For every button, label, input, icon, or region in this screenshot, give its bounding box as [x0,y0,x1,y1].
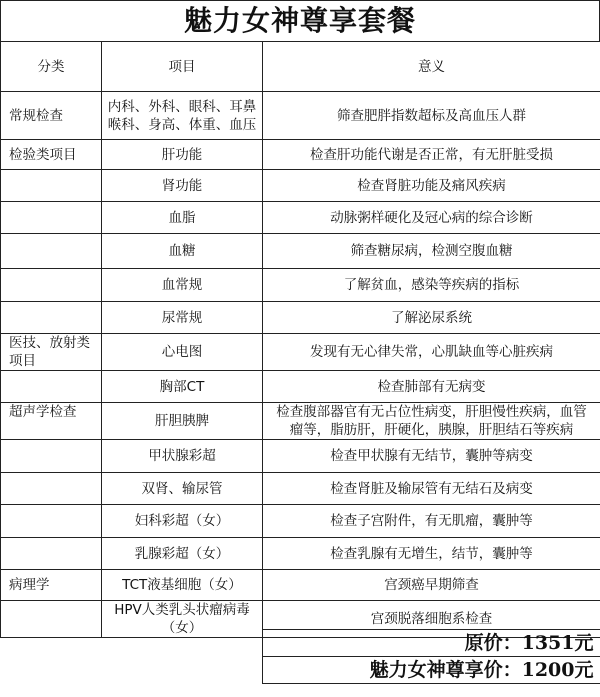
price-table [0,629,600,684]
header-category: 分类 [1,42,102,92]
table-row [1,371,600,403]
item-cell: 肝胆胰脾 [102,403,263,440]
meaning-cell: 发现有无心律失常，心肌缺血等心脏疾病 [263,334,600,371]
meaning-cell: 筛查肥胖指数超标及高血压人群 [263,92,600,140]
meaning-cell: 检查乳腺有无增生，结节，囊肿等 [263,538,600,570]
item-cell: 肝功能 [102,140,263,170]
table-row [1,570,600,601]
meaning-cell: 检查子宫附件，有无肌瘤，囊肿等 [263,505,600,538]
item-cell: 血常规 [102,269,263,302]
meaning-cell: 宫颈脱落细胞系检查 [263,601,600,638]
item-cell: 胸部CT [102,371,263,403]
table-row [1,202,600,234]
table-body [1,42,600,638]
meaning-cell: 检查肝功能代谢是否正常，有无肝脏受损 [263,140,600,170]
category-cell [1,202,102,234]
meaning-cell: 检查肺部有无病变 [263,371,600,403]
category-cell: 超声学检查 [1,403,102,440]
table-row [1,505,600,538]
table-row [1,334,600,371]
table-row [1,170,600,202]
table-row [1,269,600,302]
category-cell [1,473,102,505]
special-price: 魅力女神尊享价：1200元 [262,657,600,684]
category-cell: 检验类项目 [1,140,102,170]
meaning-cell: 了解泌尿系统 [263,302,600,334]
item-line: HPV人类乳头状瘤病毒 [114,602,250,618]
item-cell: 甲状腺彩超 [102,440,263,473]
item-line: 喉科、身高、体重、血压 [107,116,257,133]
item-line: （女） [161,620,203,636]
category-cell [1,170,102,202]
meaning-cell: 宫颈癌早期筛查 [263,570,600,601]
category-cell [1,440,102,473]
checkup-table [0,41,600,638]
category-cell [1,538,102,570]
title-table [0,0,600,42]
item-cell: 血脂 [102,202,263,234]
category-cell [1,234,102,269]
table-row [1,302,600,334]
meaning-cell: 动脉粥样硬化及冠心病的综合诊断 [263,202,600,234]
category-cell: 常规检查 [1,92,102,140]
page-title: 魅力女神尊享套餐 [1,1,600,42]
header-item: 项目 [102,42,263,92]
table-row [1,538,600,570]
header-meaning: 意义 [263,42,600,92]
header-row [1,42,600,92]
item-cell: 血糖 [102,234,263,269]
table-row [1,92,600,140]
meaning-line: 检查腹部器官有无占位性病变，肝胆慢性疾病，血管 [276,404,587,420]
meaning-cell: 检查甲状腺有无结节，囊肿等病变 [263,440,600,473]
item-cell: 尿常规 [102,302,263,334]
table-row [1,440,600,473]
original-price: 原价：1351元 [262,630,600,657]
category-cell [1,334,102,371]
item-cell: 妇科彩超（女） [102,505,263,538]
meaning-cell: 检查肾脏及输尿管有无结石及病变 [263,473,600,505]
item-cell: 心电图 [102,334,263,371]
item-cell: 乳腺彩超（女） [102,538,263,570]
category-cell [1,302,102,334]
item-cell: 肾功能 [102,170,263,202]
table-row [1,403,600,440]
item-cell: TCT液基细胞（女） [102,570,263,601]
category-cell [1,505,102,538]
category-line: 医技、放射类 [9,335,90,351]
meaning-cell: 了解贫血，感染等疾病的指标 [263,269,600,302]
meaning-line: 瘤等，脂肪肝，肝硬化，胰腺，肝胆结石等疾病 [289,422,574,438]
meaning-cell [263,403,600,440]
item-cell [102,92,263,140]
table-row [1,473,600,505]
category-line: 项目 [9,353,36,369]
category-cell: 病理学 [1,570,102,601]
category-cell [1,269,102,302]
item-cell: 双肾、输尿管 [102,473,263,505]
table-row [1,140,600,170]
item-line: 内科、外科、眼科、耳鼻 [107,98,257,115]
meaning-cell: 筛查糖尿病，检测空腹血糖 [263,234,600,269]
table-row [1,234,600,269]
meaning-cell: 检查肾脏功能及痛风疾病 [263,170,600,202]
category-cell [1,371,102,403]
